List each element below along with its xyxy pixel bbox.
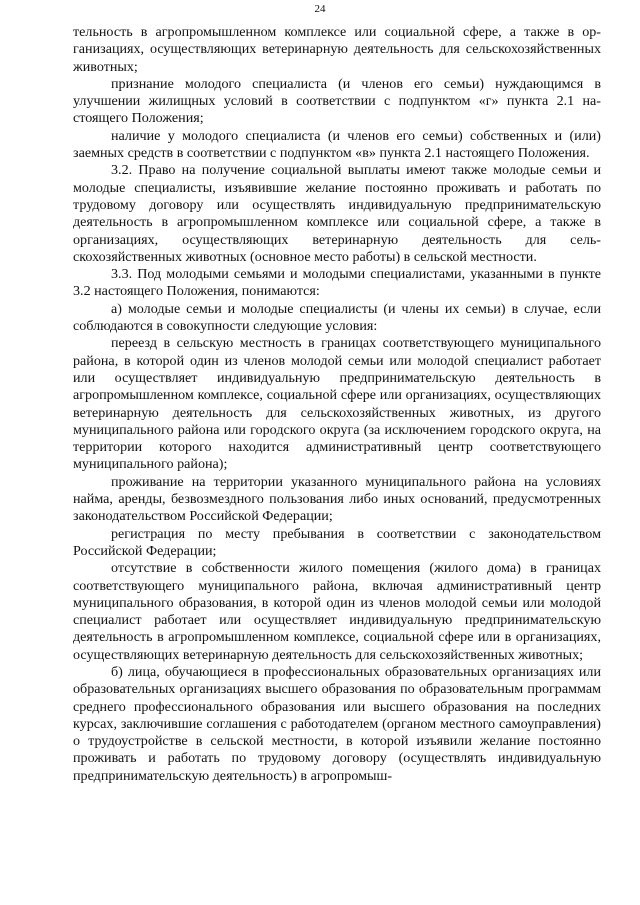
paragraph: регистрация по месту пребывания в соответствии с законодательством Российской Федерации; (73, 525, 601, 559)
paragraph: признание молодого специалиста (и членов его семьи) нуждающимся в улучшении жилищных условий в соответствии с подпунктом «г» пункта 2.1 настоящего Положения; (73, 75, 601, 127)
paragraph: а) молодые семьи и молодые специалисты (и члены их семьи) в случае, если соблюдаются в совокупности следующие условия: (73, 300, 601, 335)
paragraph: 3.3. Под молодыми семьями и молодыми специалистами, указанными в пункте 3.2 настоящего Положения, понимаются: (73, 266, 601, 300)
paragraph: переезд в сельскую местность в границах соответствующего муниципального района, в которой один из членов молодой семьи или молодой специалист работает или осуществляет индивидуальную предпринимательскую деятельность в агропромышленном комплексе, социальной сфере или организациях, осуществляющих ветеринарную деятельность для сельскохозяйственных животных, из другого муниципального района или городского округа (за исключением городского округа, на территории которого находится административный центр соответствующего муниципального района); (73, 335, 601, 473)
page-number: 24 (314, 3, 326, 15)
paragraph: отсутствие в собственности жилого помещения (жилого дома) в границах соответствующего муниципального района, включая административный центр муниципального образования, в которой один из членов молодой семьи или молодой специалист работает или осуществляет индивидуальную предпринимательскую деятельность в агропромышленном комплексе, социальной сфере или в организациях, осуществляющих ветеринарную деятельность для сельскохозяйственных животных; (73, 560, 601, 663)
document-body (73, 24, 601, 785)
paragraph: тельность в агропромышленном комплексе или социальной сфере, а также в организациях, осуществляющих ветеринарную деятельность для сельскохозяйственных животных; (73, 24, 601, 75)
paragraph: проживание на территории указанного муниципального района на условиях найма, аренды, безвозмездного пользования либо иных оснований, предусмотренных законодательством Российской Федерации; (73, 473, 601, 525)
paragraph: 3.2. Право на получение социальной выплаты имеют также молодые семьи и молодые специалисты, изъявившие желание постоянно проживать и работать по трудовому договору или осуществлять индивидуальную предпринимательскую деятельность в агропромышленном комплексе или социальной сфере, а также в организациях, осуществляющих ветеринарную деятельность для сельскохозяйственных животных (основное место работы) в сельской местности. (73, 162, 601, 265)
paragraph: наличие у молодого специалиста (и членов его семьи) собственных и (или) заемных средств в соответствии с подпунктом «в» пункта 2.1 настоящего Положения. (73, 127, 601, 162)
paragraph: б) лица, обучающиеся в профессиональных образовательных организациях или образовательных организациях высшего образования по образовательным программам среднего профессионального образования или высшего образования на последних курсах, заключившие соглашения с работодателем (органом местного самоуправления) о трудоустройстве в сельской местности, в которой изъявили желание постоянно проживать и работать по трудовому договору (осуществлять индивидуальную предпринимательскую деятельность) в агропромыш- (73, 663, 601, 784)
